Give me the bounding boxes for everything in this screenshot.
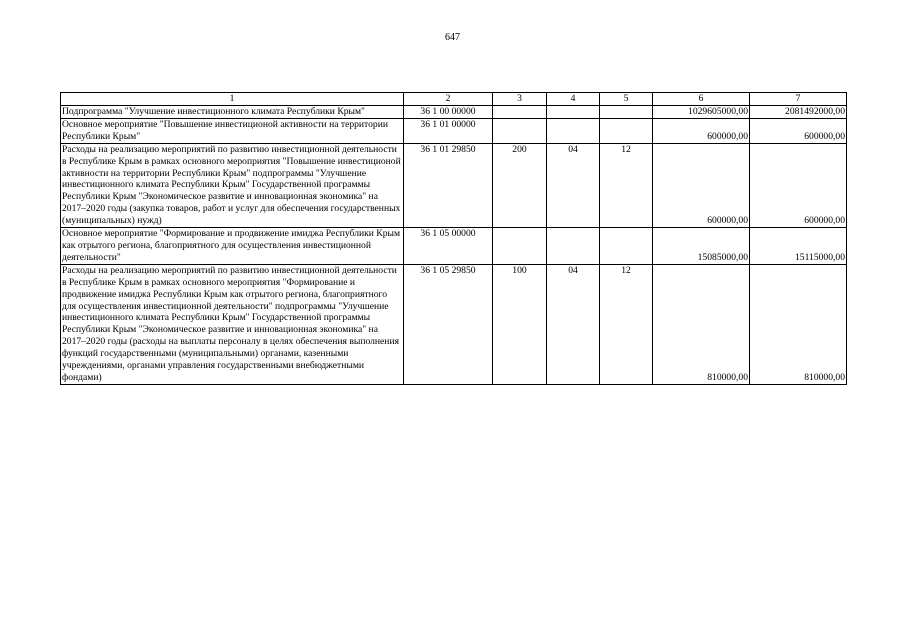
table-row bbox=[61, 228, 847, 265]
row-expense-type bbox=[493, 106, 547, 119]
column-header: 4 bbox=[547, 93, 600, 106]
column-header: 2 bbox=[404, 93, 493, 106]
row-subsection bbox=[600, 106, 653, 119]
row-amount-col7: 15115000,00 bbox=[750, 228, 847, 265]
row-section: 04 bbox=[547, 264, 600, 384]
row-amount-col7: 600000,00 bbox=[750, 118, 847, 143]
row-subsection bbox=[600, 228, 653, 265]
table-header-row bbox=[61, 93, 847, 106]
row-section: 04 bbox=[547, 143, 600, 227]
table-row bbox=[61, 118, 847, 143]
row-section bbox=[547, 228, 600, 265]
row-subsection: 12 bbox=[600, 143, 653, 227]
row-expense-type: 100 bbox=[493, 264, 547, 384]
column-header: 6 bbox=[653, 93, 750, 106]
row-code: 36 1 05 00000 bbox=[404, 228, 493, 265]
column-header: 1 bbox=[61, 93, 404, 106]
row-amount-col7: 600000,00 bbox=[750, 143, 847, 227]
table-row bbox=[61, 264, 847, 384]
row-code: 36 1 01 29850 bbox=[404, 143, 493, 227]
table-row bbox=[61, 106, 847, 119]
row-amount-col7: 2081492000,00 bbox=[750, 106, 847, 119]
row-section bbox=[547, 106, 600, 119]
row-subsection bbox=[600, 118, 653, 143]
budget-table bbox=[60, 92, 847, 385]
row-expense-type bbox=[493, 118, 547, 143]
row-subsection: 12 bbox=[600, 264, 653, 384]
row-amount-col6: 600000,00 bbox=[653, 118, 750, 143]
page-number: 647 bbox=[445, 32, 460, 43]
column-header: 5 bbox=[600, 93, 653, 106]
row-code: 36 1 00 00000 bbox=[404, 106, 493, 119]
row-section bbox=[547, 118, 600, 143]
row-expense-type: 200 bbox=[493, 143, 547, 227]
row-name: Основное мероприятие "Повышение инвестиционой активности на территории Республики Крым" bbox=[61, 118, 404, 143]
row-name: Подпрограмма "Улучшение инвестиционного климата Республики Крым" bbox=[61, 106, 404, 119]
row-code: 36 1 01 00000 bbox=[404, 118, 493, 143]
table-row bbox=[61, 143, 847, 227]
row-name: Расходы на реализацию мероприятий по развитию инвестиционной деятельности в Республике Крым в рамках основного мероприятия "Повышение инвестиционой активности на территории Республики Крым" подпрограммы "Улучшение инвестиционного климата Республики Крым" Государственной программы Республики Крым "Экономическое развитие и инновационная экономика" на 2017–2020 годы (закупка товаров, работ и услуг для обеспечения государственных (муниципальных) нужд) bbox=[61, 143, 404, 227]
row-amount-col6: 1029605000,00 bbox=[653, 106, 750, 119]
row-amount-col6: 600000,00 bbox=[653, 143, 750, 227]
row-expense-type bbox=[493, 228, 547, 265]
row-name: Основное мероприятие "Формирование и продвижение имиджа Республики Крым как отрытого региона, благоприятного для осуществления инвестиционной деятельности" bbox=[61, 228, 404, 265]
column-header: 3 bbox=[493, 93, 547, 106]
row-amount-col6: 810000,00 bbox=[653, 264, 750, 384]
row-code: 36 1 05 29850 bbox=[404, 264, 493, 384]
row-amount-col7: 810000,00 bbox=[750, 264, 847, 384]
row-amount-col6: 15085000,00 bbox=[653, 228, 750, 265]
column-header: 7 bbox=[750, 93, 847, 106]
row-name: Расходы на реализацию мероприятий по развитию инвестиционной деятельности в Республике Крым в рамках основного мероприятия "Формирование и продвижение имиджа Республики Крым как отрытого региона, благоприятного для осуществления инвестиционной деятельности" подпрограммы "Улучшение инвестиционного климата Республики Крым" Государственной программы Республики Крым "Экономическое развитие и инновационная экономика" на 2017–2020 годы (расходы на выплаты персоналу в целях обеспечения выполнения функций государственными (муниципальными) органами, казенными учреждениями, органами управления государственными внебюджетными фондами) bbox=[61, 264, 404, 384]
